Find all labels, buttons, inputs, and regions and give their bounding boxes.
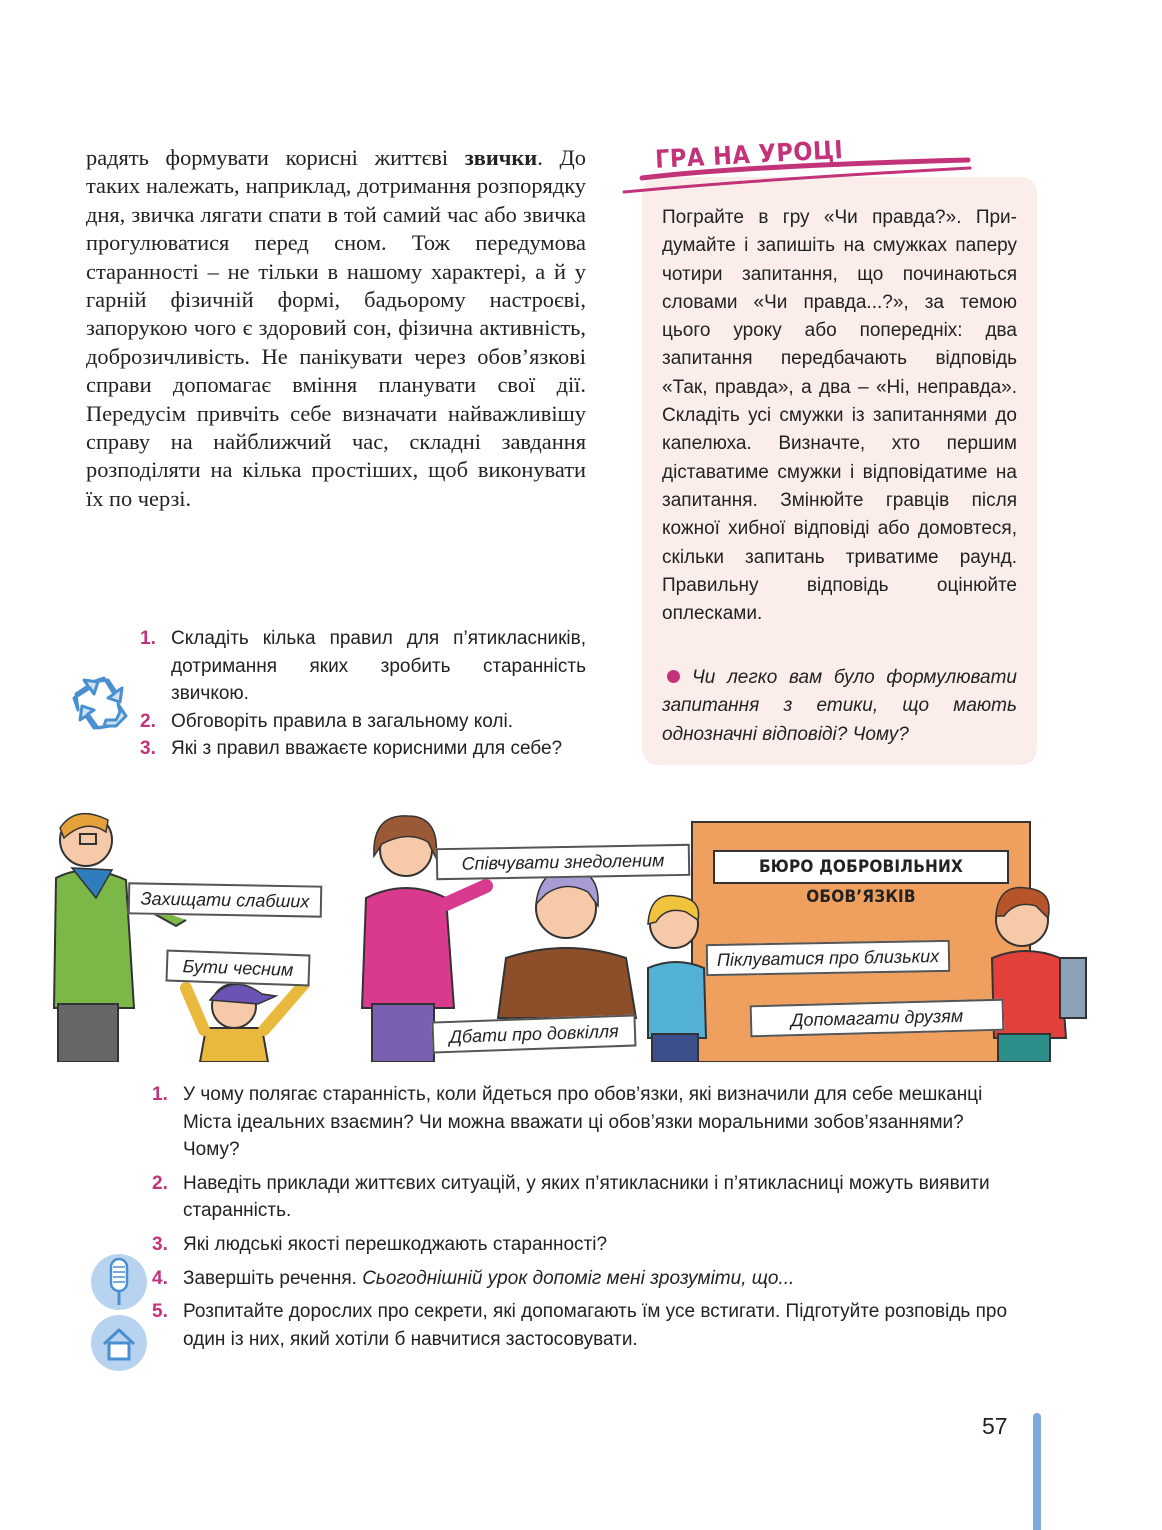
list-item <box>140 625 586 708</box>
banner-environment: Дбати про довкілля <box>432 1014 637 1053</box>
task-number: 5. <box>152 1301 168 1323</box>
task-text: Наведіть приклади життєвих ситуацій, у яких п’ятикласники і п’ятикласниці можуть виявити старанність. <box>183 1172 990 1222</box>
task-number: 3. <box>152 1233 168 1255</box>
list-item <box>152 1298 1023 1353</box>
task-number: 4. <box>152 1267 168 1289</box>
page-number: 57 <box>982 1413 1008 1439</box>
banner-care: Піклуватися про близьких <box>706 940 951 976</box>
tasks-bottom-list <box>152 1081 1023 1359</box>
banner-protect: Захищати слабших <box>128 882 323 917</box>
game-question: Чи легко вам було формулювати запитання з етики, що мають однозначні відповіді? Чому? <box>662 667 1017 745</box>
main-paragraph <box>86 144 586 513</box>
game-title-wrap <box>620 136 980 196</box>
task-text: У чому полягає старанність, коли йдеться про обов’язки, які визначили для себе мешканці Міста ідеальних взаємин? Чи можна вважати ці обов’язки моральними зобов’язаннями? Чому? <box>183 1084 983 1161</box>
task-text-italic: Сьогоднішній урок допоміг мені зрозуміти, що... <box>362 1267 795 1289</box>
task-number: 2. <box>152 1172 168 1194</box>
recycle-icon <box>70 672 132 734</box>
list-item <box>140 708 586 736</box>
page-edge-bar <box>1033 1413 1041 1530</box>
task-number: 1. <box>152 1084 168 1105</box>
banner-help: Допомагати друзям <box>750 999 1005 1038</box>
list-item <box>140 735 586 763</box>
task-number: 2. <box>140 710 156 732</box>
illustration <box>36 808 1128 1062</box>
list-item <box>152 1231 1023 1259</box>
task-number: 3. <box>140 738 156 760</box>
game-title: ГРА НА УРОЦІ <box>654 135 844 174</box>
game-text: Пограйте в гру «Чи правда?». Придумайте і запишіть на смужках паперу чотири запитання, що починаються словами «Чи правда...?», за темою цього уроку або попередніх: два запитання передбачають відповідь «Так, правда», а два – «Ні, неправда». Складіть усі смужки із запитаннями до капелюха. Визначте, хто першим діставатиме смужки і відповідатиме на запитання. Змінюйте гравців після кожної хибної відповіді або домовтеся, скільки запитань триватиме раунд. Правильну відповідь оцінюйте оплесками. <box>662 207 1017 625</box>
tasks-left-list <box>140 625 586 763</box>
bureau-sign: БЮРО ДОБРОВІЛЬНИХ ОБОВ’ЯЗКІВ <box>713 850 1009 884</box>
list-item <box>152 1265 1023 1293</box>
task-text: Складіть кілька правил для п’ятикласників, дотримання яких зробить старанність звичкою. <box>171 628 586 705</box>
main-text-part1: радять формувати корисні життєві <box>86 145 465 170</box>
main-text-bold-term: звички <box>464 145 538 170</box>
task-text: Розпитайте дорослих про секрети, які допомагають їм усе встигати. Підготуйте розповідь про один із них, який хотіли б навчитися застосовувати. <box>183 1301 1008 1350</box>
list-item <box>152 1081 1023 1164</box>
list-item <box>152 1170 1023 1225</box>
banner-honest: Бути чесним <box>165 949 310 986</box>
task-text: Завершіть речення. <box>183 1267 363 1289</box>
banner-sympathize: Співчувати знедоленим <box>436 844 691 880</box>
task-text: Обговоріть правила в загальному колі. <box>171 710 514 732</box>
microphone-icon <box>90 1253 148 1311</box>
task-text: Які з правил вважаєте корисними для себе? <box>171 738 563 760</box>
task-number: 1. <box>140 628 156 649</box>
home-icon <box>90 1314 148 1372</box>
task-text: Які людські якості перешкоджають старанності? <box>183 1233 608 1255</box>
main-text-part2: . До таких належать, наприклад, дотримання розпорядку дня, звичка лягати спати в той самий час або звичка прогулюватися перед сном. Тож передумова старанності – не тільки в нашому характері, а й у гарній фізичній формі, бадьорому настроєві, запорукою чого є здоровий сон, фізична активність, доброзичливість. Не панікувати через обов’язкові справи допомагає вміння планувати свої дії. Передусім привчіть себе визначати найважливішу справу на найближчий час, складні завдання розподіляти на кілька простіших, щоб виконувати їх по черзі. <box>86 145 587 511</box>
